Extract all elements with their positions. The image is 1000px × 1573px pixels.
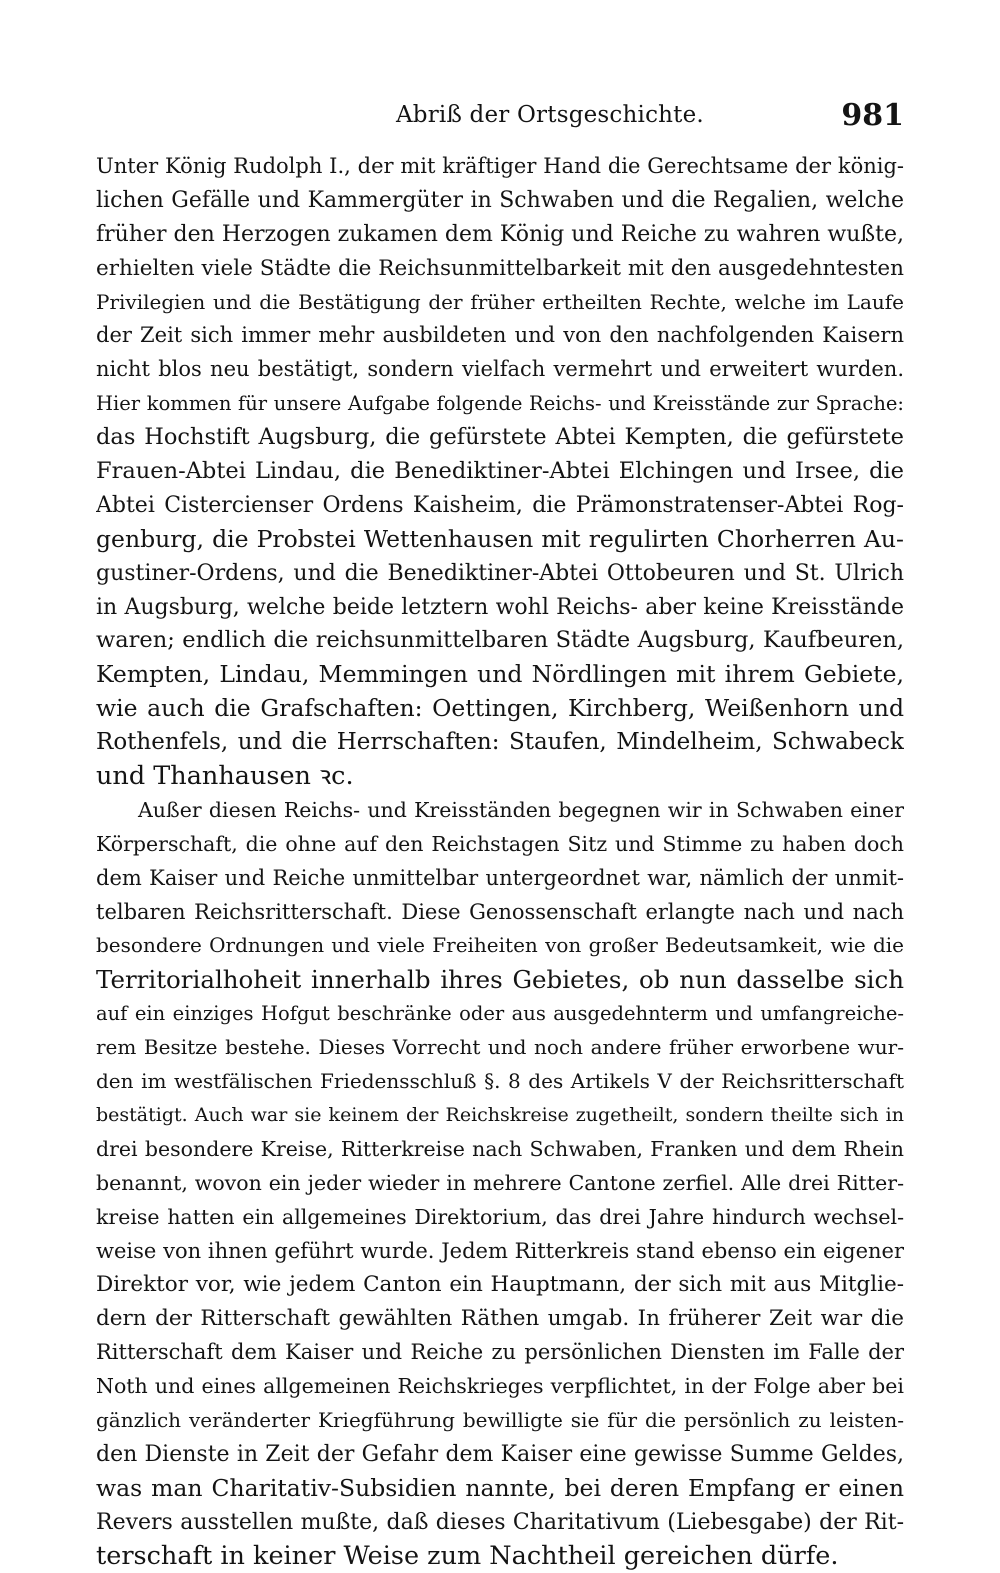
text-line: den Dienste in Zeit der Gefahr dem Kaiser eine gewisse Summe Geldes, (96, 1441, 904, 1467)
text-line: drei besondere Kreise, Ritterkreise nach Schwaben, Franken und dem Rhein (96, 1136, 904, 1161)
running-head (96, 98, 904, 138)
paragraph (96, 150, 904, 794)
text-line: Kempten, Lindau, Memmingen und Nördlingen mit ihrem Gebiete, (96, 660, 904, 689)
text-line: erhielten viele Städte die Reichsunmittelbarkeit mit den ausgedehntesten (96, 255, 904, 281)
text-line: rem Besitze bestehe. Dieses Vorrecht und noch andere früher erworbene wur- (96, 1035, 904, 1060)
text-line: waren; endlich die reichsunmittelbaren Städte Augsburg, Kaufbeuren, (96, 627, 904, 654)
text-line: den im westfälischen Friedensschluß §. 8 des Artikels V der Reichsritterschaft (96, 1069, 904, 1094)
text-line: besondere Ordnungen und viele Freiheiten von großer Bedeutsamkeit, wie die (96, 933, 904, 958)
text-line: Direktor vor, wie jedem Canton ein Hauptmann, der sich mit aus Mitglie- (96, 1272, 904, 1298)
text-line: gänzlich veränderter Kriegführung bewilligte sie für die persönlich zu leisten- (96, 1407, 904, 1432)
text-line: Abtei Cistercienser Ordens Kaisheim, die Prämonstratenser-Abtei Rog- (96, 492, 904, 518)
text-line: auf ein einziges Hofgut beschränke oder aus ausgedehnterm und umfangreiche- (96, 1002, 904, 1026)
text-line: wie auch die Grafschaften: Oettingen, Kirchberg, Weißenhorn und (96, 694, 904, 723)
text-line: gustiner-Ordens, und die Benediktiner-Abtei Ottobeuren und St. Ulrich (96, 560, 904, 586)
text-line: genburg, die Probstei Wettenhausen mit regulirten Chorherren Au- (96, 524, 904, 553)
text-line: Privilegien und die Bestätigung der früher ertheilten Rechte, welche im Laufe (96, 289, 904, 314)
text-line: bestätigt. Auch war sie keinem der Reichskreise zugetheilt, sondern theilte sich in (96, 1103, 904, 1126)
text-line: der Zeit sich immer mehr ausbildeten und von den nachfolgenden Kaisern (96, 323, 904, 348)
paragraph (96, 794, 904, 1573)
text-line: Frauen-Abtei Lindau, die Benediktiner-Abtei Elchingen und Irsee, die (96, 458, 904, 485)
text-line: Revers ausstellen mußte, daß dieses Charitativum (Liebesgabe) der Rit- (96, 1509, 904, 1535)
text-line: telbaren Reichsritterschaft. Diese Genossenschaft erlangte nach und nach (96, 899, 904, 924)
running-title: Abriß der Ortsgeschichte. (396, 102, 704, 128)
page-number: 981 (841, 98, 904, 133)
text-line: Ritterschaft dem Kaiser und Reiche zu persönlichen Diensten im Falle der (96, 1340, 904, 1365)
text-line: und Thanhausen ꝛc. (96, 761, 354, 792)
text-line: lichen Gefälle und Kammergüter in Schwaben und die Regalien, welche (96, 187, 904, 213)
text-line: früher den Herzogen zukamen dem König und Reiche zu wahren wußte, (96, 221, 904, 247)
body-text (96, 150, 904, 1573)
text-line: das Hochstift Augsburg, die gefürstete Abtei Kempten, die gefürstete (96, 424, 904, 451)
text-line: Körperschaft, die ohne auf den Reichstagen Sitz und Stimme zu haben doch (96, 831, 904, 856)
text-line: dern der Ritterschaft gewählten Räthen umgab. In früherer Zeit war die (96, 1306, 904, 1332)
text-line: Noth und eines allgemeinen Reichskrieges verpflichtet, in der Folge aber bei (96, 1374, 904, 1399)
text-line: weise von ihnen geführt wurde. Jedem Ritterkreis stand ebenso ein eigener (96, 1238, 904, 1263)
text-line: Rothenfels, und die Herrschaften: Staufen, Mindelheim, Schwabeck (96, 729, 904, 756)
text-line: Unter König Rudolph I., der mit kräftiger Hand die Gerechtsame der könig- (96, 154, 904, 178)
text-line: dem Kaiser und Reiche unmittelbar untergeordnet war, nämlich der unmit- (96, 865, 904, 890)
text-line: was man Charitativ-Subsidien nannte, bei deren Empfang er einen (96, 1473, 904, 1502)
text-line: Territorialhoheit innerhalb ihres Gebietes, ob nun dasselbe sich (96, 965, 904, 995)
text-line: Außer diesen Reichs- und Kreisständen begegnen wir in Schwaben einer (138, 797, 904, 822)
text-line: kreise hatten ein allgemeines Direktorium, das drei Jahre hindurch wechsel- (96, 1204, 904, 1229)
text-line: nicht blos neu bestätigt, sondern vielfach vermehrt und erweitert wurden. (96, 357, 904, 382)
text-line: in Augsburg, welche beide letztern wohl Reichs- aber keine Kreisstände (96, 594, 904, 620)
text-line: benannt, wovon ein jeder wieder in mehrere Cantone zerfiel. Alle drei Ritter- (96, 1170, 904, 1195)
text-line: terschaft in keiner Weise zum Nachtheil gereichen dürfe. (96, 1540, 839, 1571)
text-line: Hier kommen für unsere Aufgabe folgende Reichs- und Kreisstände zur Sprache: (96, 392, 904, 416)
